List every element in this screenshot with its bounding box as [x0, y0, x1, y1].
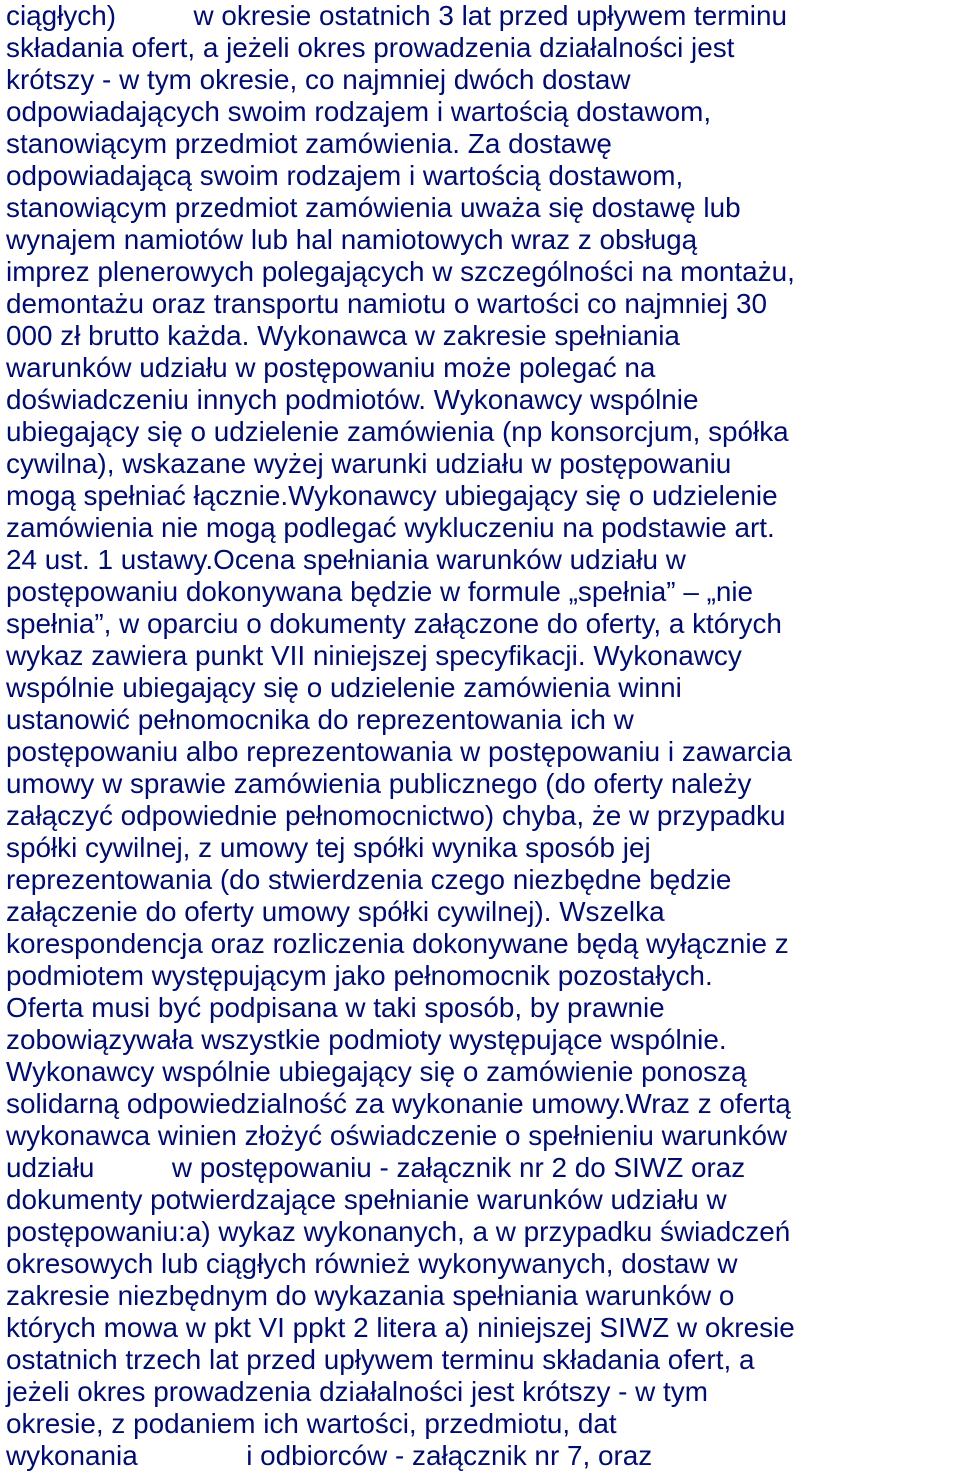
text-line: Wykonawcy wspólnie ubiegający się o zamówienie ponoszą [6, 1056, 747, 1087]
text-line: doświadczeniu innych podmiotów. Wykonawcy wspólnie [6, 384, 699, 415]
text-line: 000 zł brutto każda. Wykonawca w zakresie spełniania [6, 320, 680, 351]
text-line: załączenie do oferty umowy spółki cywilnej). Wszelka [6, 896, 665, 927]
text-line: załączyć odpowiednie pełnomocnictwo) chyba, że w przypadku [6, 800, 786, 831]
text-line: postępowaniu dokonywana będzie w formule „spełnia” – „nie [6, 576, 754, 607]
text-line: postępowaniu albo reprezentowania w postępowaniu i zawarcia [6, 736, 792, 767]
text-line: imprez plenerowych polegających w szczególności na montażu, [6, 256, 795, 287]
text-line: cywilna), wskazane wyżej warunki udziału w postępowaniu [6, 448, 732, 479]
text-line: korespondencja oraz rozliczenia dokonywane będą wyłącznie z [6, 928, 789, 959]
text-line: 24 ust. 1 ustawy.Ocena spełniania warunków udziału w [6, 544, 686, 575]
text-line: wykonania i odbiorców - załącznik nr 7, oraz [6, 1440, 653, 1471]
text-line: okresie, z podaniem ich wartości, przedmiotu, dat [6, 1408, 617, 1439]
text-line: ciągłych) w okresie ostatnich 3 lat przed upływem terminu [6, 0, 788, 31]
text-line: stanowiącym przedmiot zamówienia uważa się dostawę lub [6, 192, 741, 223]
text-line: zobowiązywała wszystkie podmioty występujące wspólnie. [6, 1024, 727, 1055]
text-line: demontażu oraz transportu namiotu o wartości co najmniej 30 [6, 288, 767, 319]
text-line: solidarną odpowiedzialność za wykonanie umowy.Wraz z ofertą [6, 1088, 791, 1119]
text-line: stanowiącym przedmiot zamówienia. Za dostawę [6, 128, 612, 159]
text-line: dokumenty potwierdzające spełnianie warunków udziału w [6, 1184, 727, 1215]
text-line: jeżeli okres prowadzenia działalności jest krótszy - w tym [6, 1376, 708, 1407]
text-line: podmiotem występującym jako pełnomocnik pozostałych. [6, 960, 713, 991]
text-line: wykaz zawiera punkt VII niniejszej specyfikacji. Wykonawcy [6, 640, 742, 671]
text-line: zakresie niezbędnym do wykazania spełniania warunków o [6, 1280, 735, 1311]
text-line: zamówienia nie mogą podlegać wykluczeniu na podstawie art. [6, 512, 775, 543]
text-line: wykonawca winien złożyć oświadczenie o spełnieniu warunków [6, 1120, 788, 1151]
text-line: ostatnich trzech lat przed upływem terminu składania ofert, a [6, 1344, 755, 1375]
text-line: odpowiadającą swoim rodzajem i wartością dostawom, [6, 160, 684, 191]
text-line: okresowych lub ciągłych również wykonywanych, dostaw w [6, 1248, 738, 1279]
text-line: spółki cywilnej, z umowy tej spółki wynika sposób jej [6, 832, 651, 863]
text-line: udziału w postępowaniu - załącznik nr 2 do SIWZ oraz [6, 1152, 746, 1183]
text-line: odpowiadających swoim rodzajem i wartością dostawom, [6, 96, 712, 127]
text-line: postępowaniu:a) wykaz wykonanych, a w przypadku świadczeń [6, 1216, 791, 1247]
text-line: umowy w sprawie zamówienia publicznego (do oferty należy [6, 768, 752, 799]
text-line: warunków udziału w postępowaniu może polegać na [6, 352, 656, 383]
text-line: reprezentowania (do stwierdzenia czego niezbędne będzie [6, 864, 732, 895]
text-line: Oferta musi być podpisana w taki sposób, by prawnie [6, 992, 665, 1023]
text-line: ustanowić pełnomocnika do reprezentowania ich w [6, 704, 634, 735]
text-line: których mowa w pkt VI ppkt 2 litera a) niniejszej SIWZ w okresie [6, 1312, 795, 1343]
text-line: krótszy - w tym okresie, co najmniej dwóch dostaw [6, 64, 631, 95]
body-text [6, 0, 956, 1472]
text-line: wynajem namiotów lub hal namiotowych wraz z obsługą [6, 224, 698, 255]
text-line: ubiegający się o udzielenie zamówienia (np konsorcjum, spółka [6, 416, 789, 447]
text-line: składania ofert, a jeżeli okres prowadzenia działalności jest [6, 32, 735, 63]
text-line: wspólnie ubiegający się o udzielenie zamówienia winni [6, 672, 682, 703]
text-line: mogą spełniać łącznie.Wykonawcy ubiegający się o udzielenie [6, 480, 778, 511]
text-line: spełnia”, w oparciu o dokumenty załączone do oferty, a których [6, 608, 782, 639]
